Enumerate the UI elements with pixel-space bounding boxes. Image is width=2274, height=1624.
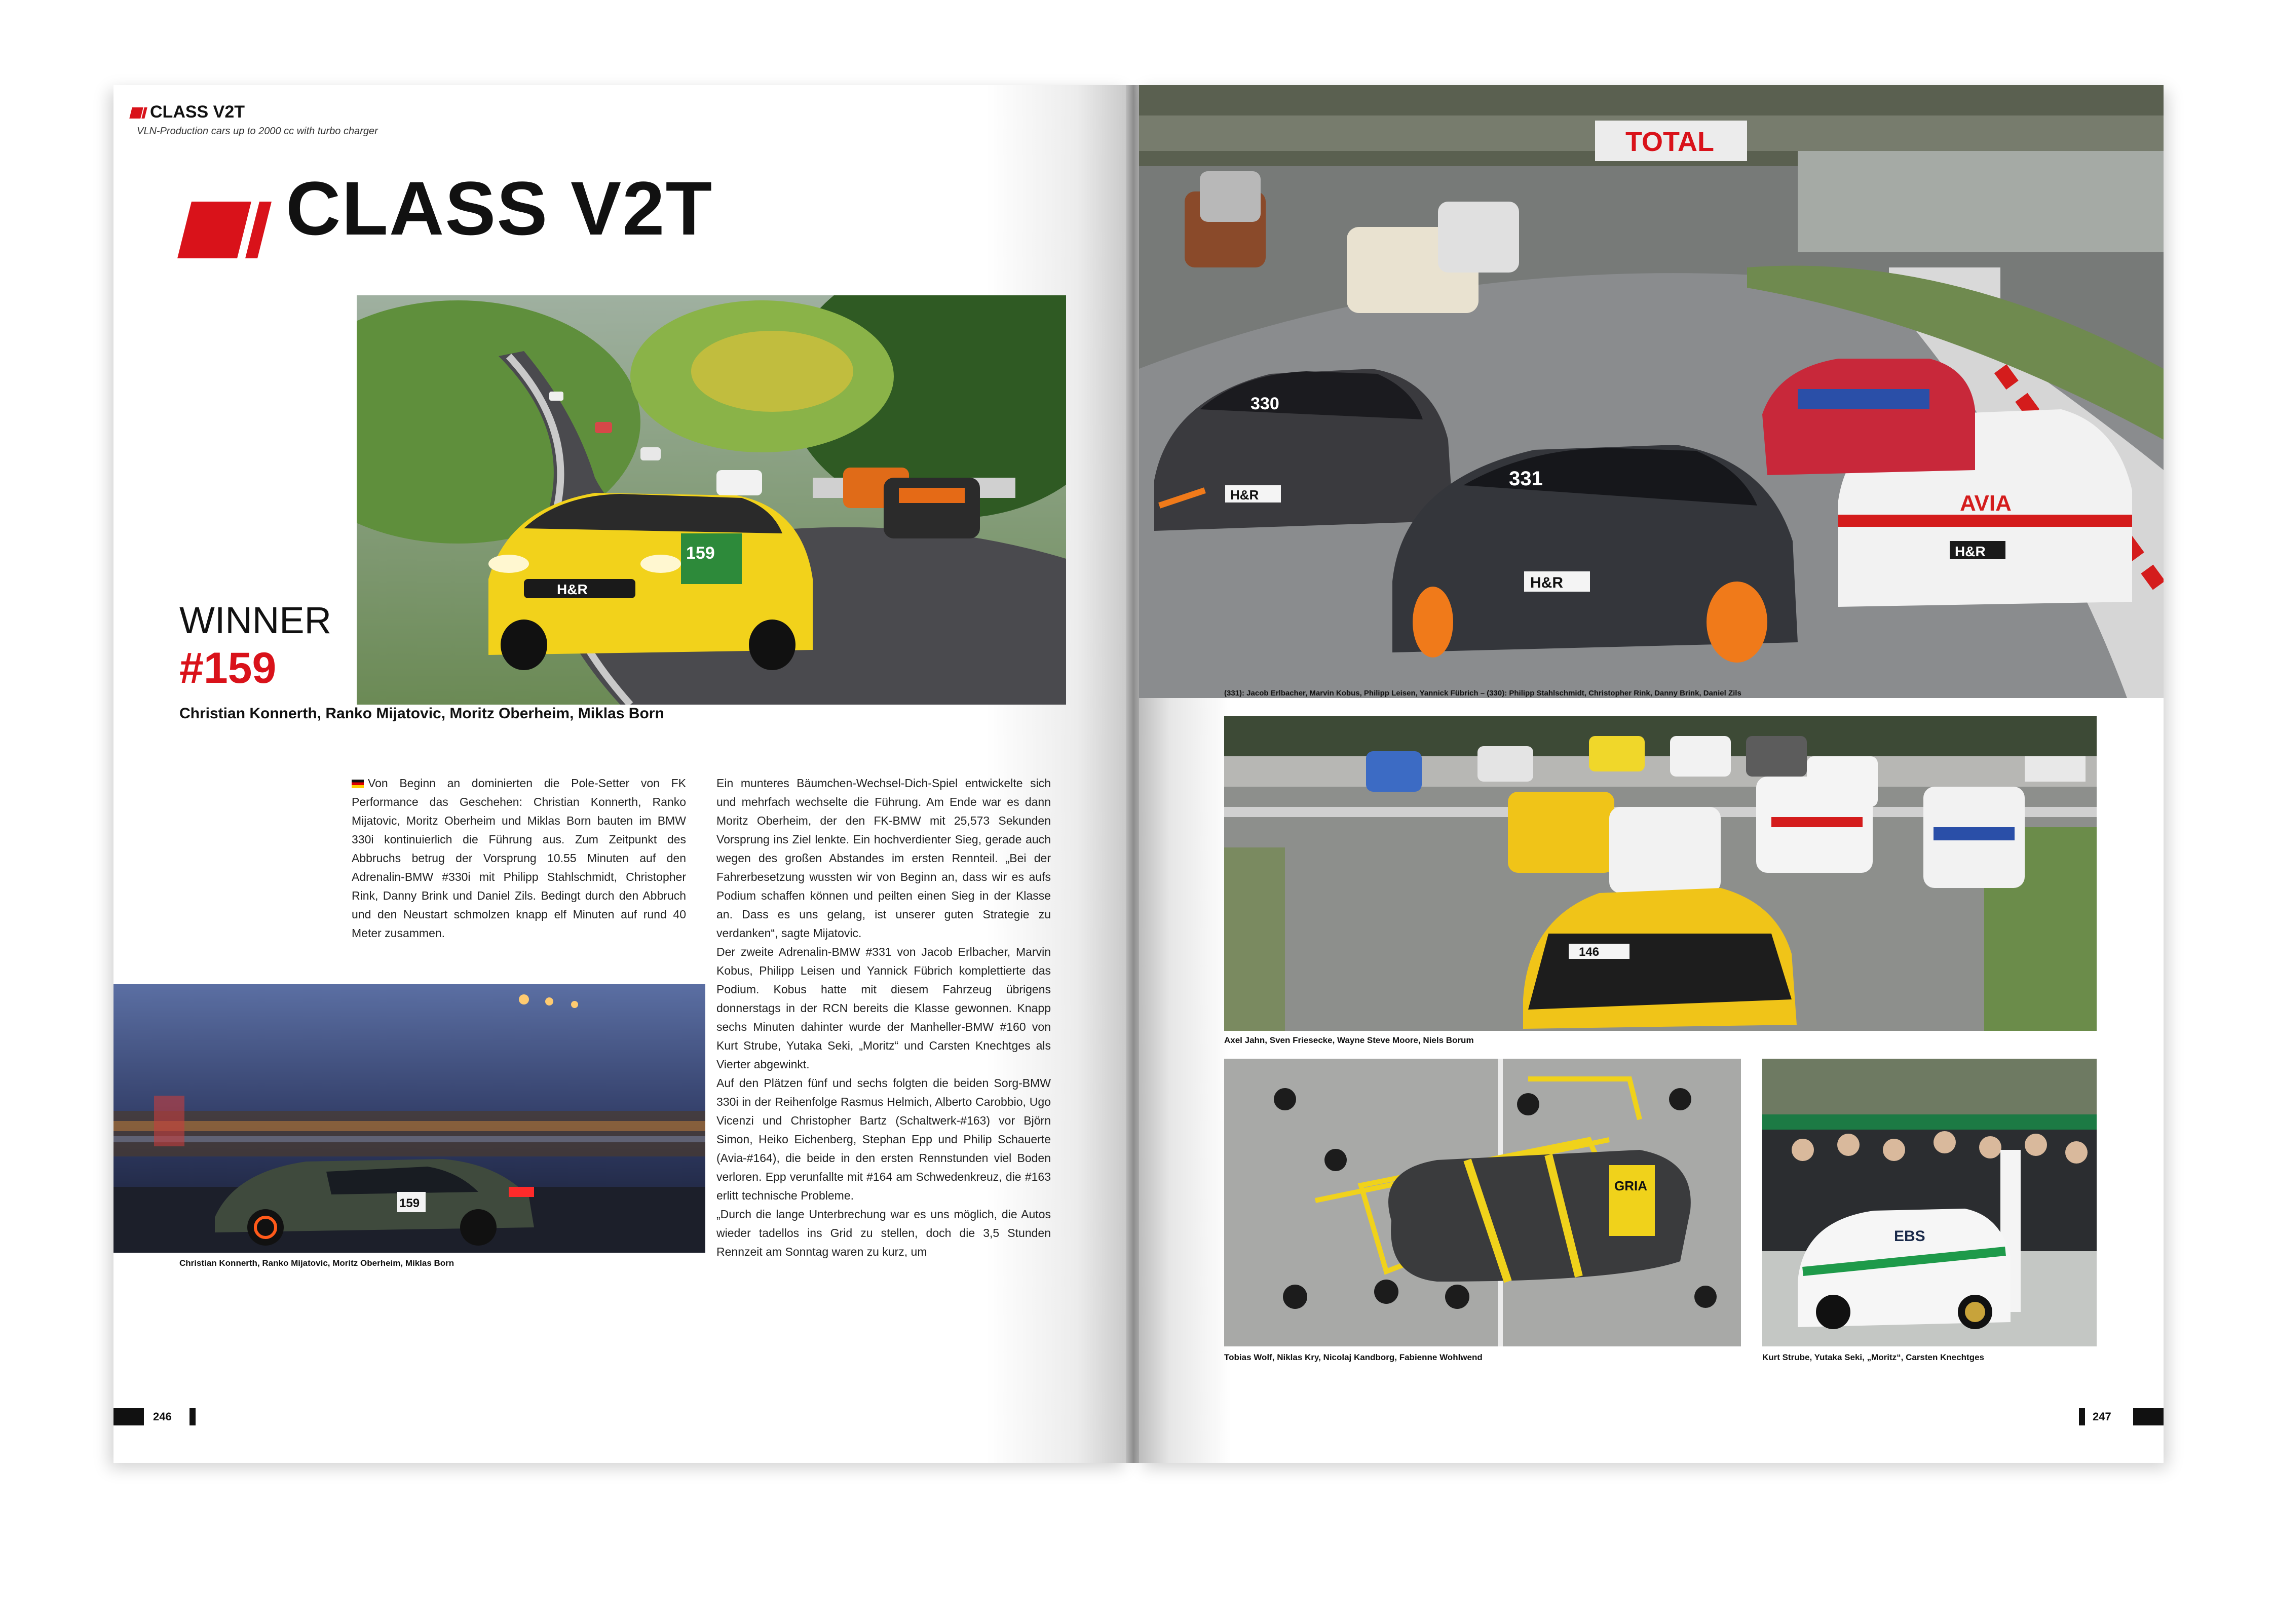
page-number-right: 247 [2087, 1408, 2117, 1425]
section-subtitle: VLN-Production cars up to 2000 cc with turbo charger [137, 126, 378, 137]
article-paragraph: „Durch die lange Unterbrechung war es uns möglich, die Autos wieder tadellos ins Grid zu stellen, doch die 3,5 Stunden Rennzeit am Sonntag waren zu kurz, um [716, 1208, 1051, 1258]
main-race-photo [1139, 85, 2164, 698]
winner-drivers: Christian Konnerth, Ranko Mijatovic, Moritz Oberheim, Miklas Born [179, 705, 664, 722]
page-number-left: 246 [147, 1408, 178, 1425]
podium-photo [1762, 1059, 2097, 1346]
german-flag-icon [352, 780, 364, 788]
page-left [113, 85, 1128, 1463]
page-right [1139, 85, 2164, 1463]
title-mark-stripe-icon [245, 202, 272, 258]
article-column-2 [716, 774, 1051, 1261]
sponsor-avia-text: AVIA [1960, 491, 2012, 516]
podium-illustration [1762, 1059, 2097, 1346]
car-330-number: 330 [1250, 394, 1279, 413]
night-car-illustration [113, 984, 705, 1253]
page-title: CLASS V2T [286, 166, 713, 251]
page-number-bar-right [2133, 1408, 2164, 1425]
sponsor-hr-center: H&R [1530, 574, 1563, 591]
article-paragraph: Der zweite Adrenalin-BMW #331 von Jacob Erlbacher, Marvin Kobus, Philipp Leisen und Yannick Fübrich komplettierte das Podium. Kobus hatte mit diesem Fahrzeug übrigens donnerstags in der RCN bereits die Klasse gewonnen. Knapp sechs Minuten dahinter wurde der Manheller-BMW #160 von Kurt Strube, Yutaka Seki, „Moritz“ und Carsten Knechtges als Vierter abgewinkt. [716, 945, 1051, 1071]
section-mark-icon [129, 107, 143, 119]
banner-total-text: TOTAL [1625, 127, 1714, 157]
article-paragraph: Von Beginn an dominierten die Pole-Setter von FK Performance das Geschehen: Christian Konnerth, Ranko Mijatovic, Moritz Oberheim und Miklas Born bauten im BMW 330i kontinuierlich die Führung aus. Zum Zeitpunkt des Abbruchs betrug der Vorsprung 10.55 Minuten auf den Adrenalin-BMW #330i mit Philipp Stahlschmidt, Christopher Rink, Danny Brink und Daniel Zils. Bedingt durch den Abbruch und den Neustart schmolzen knapp elf Minuten auf rund 40 Meter zusammen. [352, 777, 686, 940]
podium-photo-caption: Kurt Strube, Yutaka Seki, „Moritz“, Carsten Knechtges [1762, 1352, 1985, 1362]
title-mark-icon [177, 202, 251, 258]
pit-stop-illustration [1224, 1059, 1741, 1346]
article-column-1 [352, 774, 686, 943]
pit-photo-caption: Tobias Wolf, Niklas Kry, Nicolaj Kandborg, Fabienne Wohlwend [1224, 1352, 1483, 1362]
sponsor-hr-text: H&R [557, 582, 588, 597]
night-photo-caption: Christian Konnerth, Ranko Mijatovic, Moritz Oberheim, Miklas Born [179, 1258, 454, 1268]
sponsor-gria-text: GRIA [1614, 1178, 1647, 1193]
golf-race-illustration [1224, 716, 2097, 1031]
night-car-number: 159 [399, 1196, 420, 1210]
section-label: CLASS V2T [150, 102, 245, 122]
page-number-bar-start [2079, 1408, 2085, 1425]
golf-race-photo [1224, 716, 2097, 1031]
pit-stop-photo [1224, 1059, 1741, 1346]
winner-number: #159 [179, 644, 277, 692]
article-paragraph: Auf den Plätzen fünf und sechs folgten die beiden Sorg-BMW 330i in der Reihenfolge Rasmus Helmich, Alberto Carobbio, Ugo Vicenzi und Christopher Bartz (Schaltwerk-#163) vor Björn Simon, Heiko Eichenberg, Stephan Epp und Philip Schauerte (Avia-#164), die beide in den ersten Rennstunden viel Boden verloren. Epp verunfallte mit #164 am Schwedenkreuz, die #163 erlitt technische Probleme. [716, 1076, 1051, 1202]
golf-car-number: 146 [1579, 945, 1600, 959]
winner-car-illustration [357, 295, 1066, 705]
night-race-photo [113, 984, 705, 1253]
main-photo-caption: (331): Jacob Erlbacher, Marvin Kobus, Philipp Leisen, Yannick Fübrich – (330): Philipp Stahlschmidt, Christopher Rink, Danny Brink, Daniel Zils [1224, 689, 1741, 698]
article-paragraph: Ein munteres Bäumchen-Wechsel-Dich-Spiel entwickelte sich und mehrfach wechselte die Führung. Am Ende war es dann Moritz Oberheim, der den FK-BMW mit 25,573 Sekunden Vorsprung ins Ziel lenkte. Ein hochverdienter Sieg, gerade auch wegen des großen Abstandes im ersten Rennteil. „Bei der Fahrerbesetzung wussten wir von Beginn an, dass wir es aufs Podium schaffen können und peilten einen Sieg in der Klasse an. Dass es uns gelang, ist unserer guten Strategie zu verdanken“, sagte Mijatovic. [716, 777, 1051, 940]
page-number-bar-left [113, 1408, 144, 1425]
winner-label: WINNER [179, 599, 332, 641]
sponsor-hr-right: H&R [1955, 544, 1986, 559]
sponsor-hr-left: H&R [1230, 487, 1259, 502]
page-number-bar-end [190, 1408, 196, 1425]
sponsor-ebs-text: EBS [1894, 1228, 1925, 1245]
car-331-number: 331 [1509, 468, 1543, 490]
winner-car-number: 159 [686, 544, 715, 563]
winner-car-photo [357, 295, 1066, 705]
main-race-illustration [1139, 85, 2164, 698]
golf-photo-caption: Axel Jahn, Sven Friesecke, Wayne Steve Moore, Niels Borum [1224, 1035, 1474, 1045]
